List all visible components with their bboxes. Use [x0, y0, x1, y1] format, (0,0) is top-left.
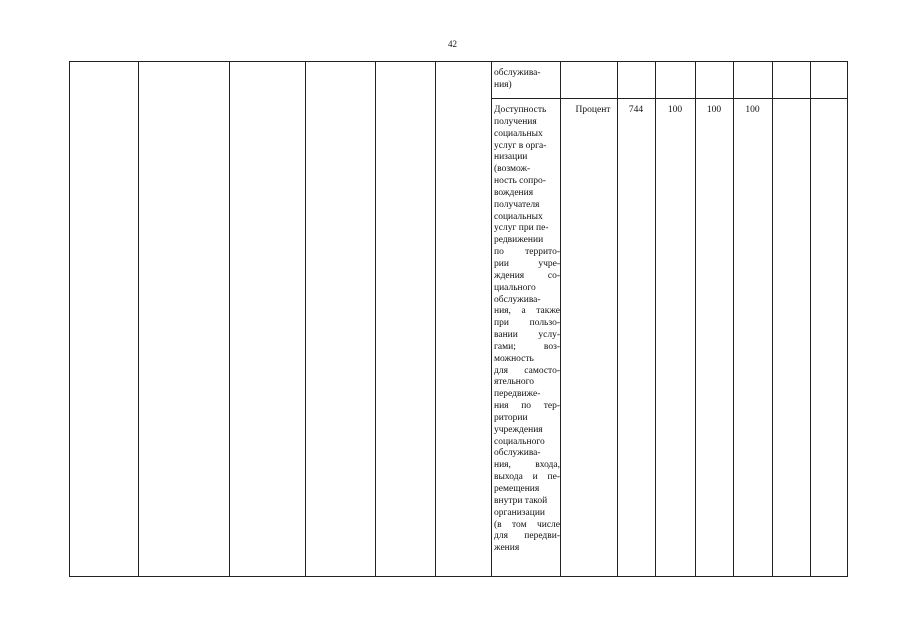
description-line: для передви- — [494, 531, 560, 542]
description-line: обслужива- — [494, 448, 541, 459]
column-divider — [375, 62, 376, 576]
description-line: ния, а также — [494, 306, 560, 317]
description-line: при пользо- — [494, 318, 560, 329]
description-line: ния по тер- — [494, 401, 560, 412]
continuation-description — [494, 68, 560, 92]
description-line: ремещения — [494, 484, 540, 494]
description-line: (в том числе — [494, 519, 560, 530]
description-line: вании услу- — [494, 330, 560, 341]
code-cell: 744 — [628, 105, 644, 115]
column-divider — [733, 62, 734, 576]
description-line: обслужива- — [494, 294, 541, 305]
description-line: организации — [494, 507, 546, 518]
description-line: получателя — [494, 199, 540, 210]
description-line: низации — [494, 152, 528, 163]
row-divider — [491, 98, 847, 99]
description-line: (возмож- — [494, 164, 531, 175]
column-divider — [435, 62, 436, 576]
description-line: циального — [494, 282, 536, 293]
description-line: получения — [494, 116, 537, 127]
column-divider — [229, 62, 230, 576]
description-line: вождения — [494, 187, 534, 198]
column-divider — [491, 62, 492, 576]
value-cell-3: 100 — [745, 105, 760, 115]
column-divider — [138, 62, 139, 576]
unit-cell: Процент — [575, 105, 611, 115]
description-line: ния) — [494, 79, 512, 90]
indicator-description — [494, 105, 560, 555]
description-line: по террито- — [494, 247, 560, 258]
column-divider — [772, 62, 773, 576]
description-line: услуг при пе- — [494, 223, 549, 234]
description-line: ритории — [494, 412, 528, 423]
value-cell-1: 100 — [667, 105, 683, 115]
data-table — [69, 61, 848, 577]
column-divider — [655, 62, 656, 576]
description-line: ность сопро- — [494, 176, 546, 187]
description-line: учреждения — [494, 424, 543, 435]
column-divider — [810, 62, 811, 576]
description-line: обслужива- — [494, 68, 541, 78]
description-line: социальных — [494, 211, 543, 222]
value-cell-2: 100 — [706, 105, 722, 115]
description-line: ятельного — [494, 377, 535, 388]
description-line: рии учре- — [494, 258, 560, 269]
description-line: социального — [494, 436, 545, 447]
description-line: жения — [494, 543, 520, 554]
description-line: социальных — [494, 128, 543, 139]
description-line: для самосто- — [494, 365, 560, 376]
description-line: выхода и пе- — [494, 472, 560, 483]
column-divider — [695, 62, 696, 576]
description-line: внутри такой — [494, 495, 548, 506]
description-line: редвижении — [494, 235, 544, 246]
description-line: услуг в орга- — [494, 140, 547, 151]
description-line: можность — [494, 353, 534, 364]
description-line: передвиже- — [494, 389, 541, 400]
description-line: ждения со- — [494, 270, 560, 281]
description-line: ния, входа, — [494, 460, 560, 471]
column-divider — [617, 62, 618, 576]
description-line: Доступность — [494, 105, 547, 115]
column-divider — [305, 62, 306, 576]
column-divider — [560, 62, 561, 576]
description-line: гами; воз- — [494, 341, 560, 352]
page-number: 42 — [448, 39, 457, 49]
